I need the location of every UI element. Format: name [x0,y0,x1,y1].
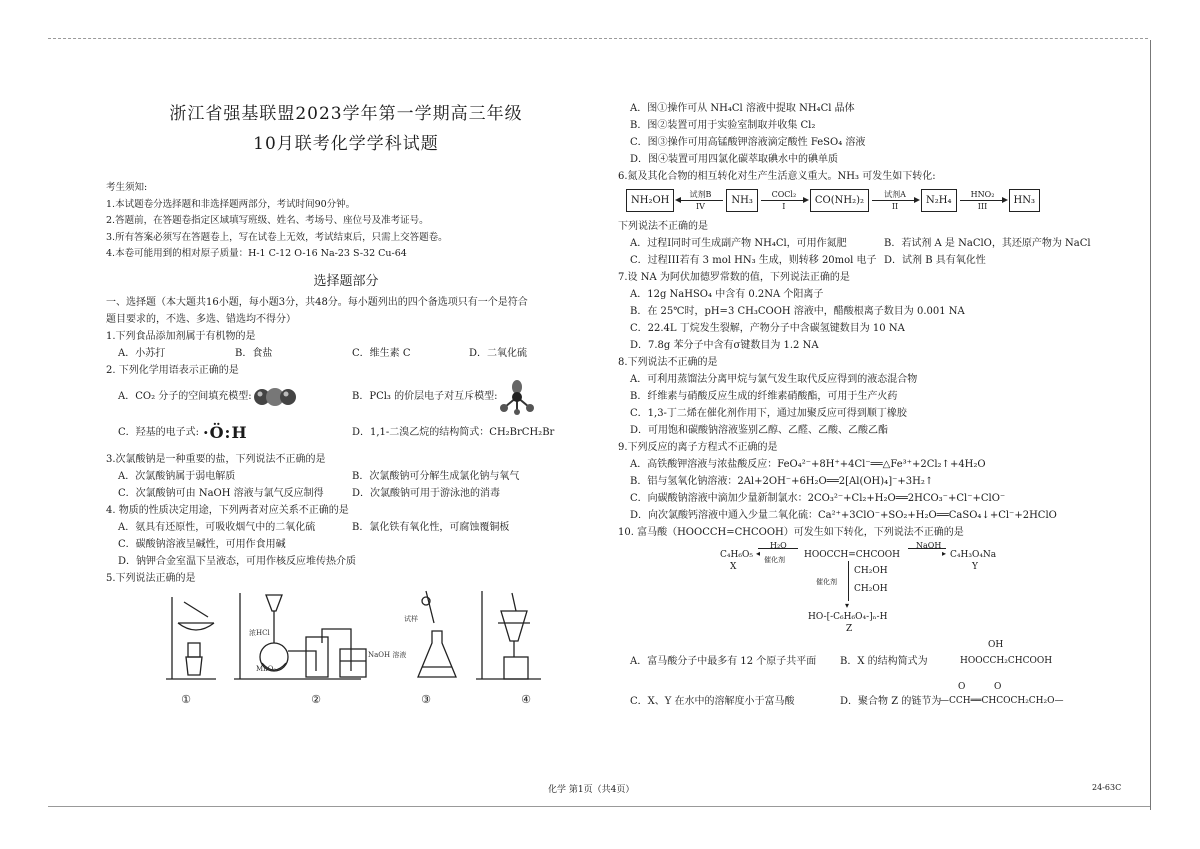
q8-option-b: B．纤维素与硝酸反应生成的纤维素硝酸酯，可用于生产火药 [630,391,898,402]
node-nh3: NH₃ [726,189,757,212]
arrow-step-i [761,190,807,211]
q3-option-c: C．次氯酸钠可由 NaOH 溶液与氯气反应制得 [118,487,324,499]
q1-option-d: D．二氧化硫 [469,347,528,359]
arrow-step-iii [960,190,1006,211]
reagent-a-label: 试剂A [884,190,906,199]
q10-options-ab [618,640,1138,673]
q8-option-c: C．1,3-丁二烯在催化剂作用下，通过加聚反应可得到顺丁橡胶 [630,408,907,419]
q6-option-b: B．若试剂 A 是 NaClO，其还原产物为 NaCl [884,238,1091,249]
q8-option-a: A．可利用蒸馏法分离甲烷与氯气发生取代反应得到的液态混合物 [630,374,918,385]
note-item: 4.本卷可能用到的相对原子质量：H-1 C-12 O-16 Na-23 S-32 Cu-64 [106,248,407,259]
label-sample: 试样 [404,614,418,623]
node-nh2oh: NH₂OH [626,189,674,212]
q6-conversion-chain [626,189,1138,212]
q10-option-d: D．聚合物 Z 的链节为 [840,696,942,707]
q10-b-oh: OH [988,640,1004,650]
q1-option-c: C．维生素 C [352,347,411,359]
q3-options-cd [106,485,586,502]
q7-option-d: D．7.8g 苯分子中含有σ键数目为 1.2 NA [630,340,819,351]
label-conc-hcl: 浓HCl [249,628,270,637]
lab-apparatus-drawing [156,587,556,687]
q2-row-ab [106,379,586,415]
pcl3-vsepr-model-icon [497,379,537,415]
q2-row-cd [106,415,586,451]
reverse-arrow [758,548,798,549]
q2-option-a: A．CO₂ 分子的空间填充模型: [118,391,252,402]
q4-option-d: D．钠钾合金室温下呈液态，可用作核反应堆传热介质 [118,555,357,567]
q6-stem: 6.氮及其化合物的相互转化对生产生活意义重大。NH₃ 可发生如下转化: [618,171,936,182]
note-item: 3.所有答案必须写在答题卷上，写在试卷上无效，考试结束后，只需上交答题卷。 [106,231,448,243]
q5-option-c: C．图③操作可用高锰酸钾溶液滴定酸性 FeSO₄ 溶液 [630,137,866,148]
q8-option-d: D．可用饱和碳酸钠溶液鉴别乙醇、乙醛、乙酸、乙酸乙酯 [630,425,889,436]
q3-options-ab [106,468,586,485]
glycol-top: CH₂OH [854,566,888,576]
q7-stem: 7.设 NA 为阿伏加德罗常数的值，下列说法正确的是 [618,272,850,283]
q7-option-a: A．12g NaHSO₄ 中含有 0.2NA 个阳离子 [630,289,824,300]
cocl2-label: COCl₂ [771,190,797,199]
left-column [106,100,586,706]
q6-option-d: D．试剂 B 具有氧化性 [884,255,986,266]
section-intro: 一、选择题（本大题共16小题，每小题3分，共48分。每小题列出的四个备选项只有一个是符合 [106,296,528,308]
naoh-reagent: NaOH [916,541,942,550]
q10-option-c: C．X、Y 在水中的溶解度小于富马酸 [630,696,795,707]
fumaric-acid-formula: HOOCCH=CHCOOH [804,550,900,560]
figure-number: ③ [421,692,431,706]
q5-option-a: A．图①操作可从 NH₄Cl 溶液中提取 NH₄Cl 晶体 [630,103,855,114]
q3-option-d: D．次氯酸钠可用于游泳池的消毒 [352,487,501,499]
q10-option-a: A．富马酸分子中最多有 12 个原子共平面 [630,656,817,667]
notes-heading: 考生须知: [106,182,148,193]
q5-option-d: D．图④装置可用四氯化碳萃取碘水中的碘单质 [630,154,839,165]
q10-reaction-scheme [658,541,1138,634]
hno2-label: HNO₂ [970,190,995,199]
h2o-reagent: H₂O [770,541,787,550]
q2-stem: 2. 下列化学用语表示正确的是 [106,364,239,376]
right-column [618,100,1138,713]
q4-option-c: C．碳酸钠溶液呈碱性，可用作食用碱 [118,538,286,550]
arrow-step-iv [677,190,723,211]
q1-option-a: A．小苏打 [118,347,166,359]
q10-d-formula: —CCH══CHCOCH₂CH₂O— [940,696,1064,706]
section-title: 选择题部分 [313,273,379,289]
co2-spacefill-model-icon [252,386,298,408]
arrow-head-icon: ▸ [942,549,947,558]
figure-number: ① [181,692,191,706]
node-urea: CO(NH₂)₂ [810,189,869,212]
label-naoh-solution: NaOH 溶液 [368,650,407,659]
arrow-step-ii [872,190,918,211]
q3-option-a: A．次氯酸钠属于弱电解质 [118,470,236,482]
q4-option-a: A．氨具有还原性，可吸收烟气中的二氧化硫 [118,521,316,533]
q2-option-b: B．PCl₃ 的价层电子对互斥模型: [352,391,498,402]
label-mno2: MnO₂ [256,664,277,673]
q7-option-b: B．在 25℃时，pH=3 CH₃COOH 溶液中，醋酸根离子数目为 0.001 NA [630,306,965,317]
q4-option-b: B．氯化铁有氧化性，可腐蚀覆铜板 [352,521,510,533]
step-i-label: I [782,202,786,211]
q10-stem: 10. 富马酸（HOOCCH=CHCOOH）可发生如下转化，下列说法不正确的是 [618,527,964,538]
down-arrow [848,561,849,601]
q6-options-cd [618,252,1138,269]
glycol-bottom: CH₂OH [854,584,888,594]
q1-option-b: B．食盐 [235,347,273,359]
q6-substem: 下列说法不正确的是 [618,221,708,232]
forward-arrow [908,548,946,549]
top-border [48,38,1148,39]
compound-x-label: X [730,562,737,572]
compound-y-formula: C₄H₃O₄Na [950,550,997,560]
q5-option-b: B．图②装置可用于实验室制取并收集 Cl₂ [630,120,816,131]
q9-option-b: B．铝与氢氧化钠溶液：2Al+2OH⁻+6H₂O══2[Al(OH)₄]⁻+3H₂↑ [630,476,934,487]
q8-stem: 8.下列说法不正确的是 [618,357,718,368]
q10-b-formula: HOOCCH₂CHCOOH [960,656,1053,666]
catalyst-label: 催化剂 [764,556,785,564]
hydroxyl-electron-formula: ·Ö:H [203,423,248,442]
polymer-z-formula: HO-[-C₆H₆O₄-]ₙ-H [808,612,888,622]
q10-d-carbonyls: O O [958,682,1002,692]
candidate-notes [106,180,586,263]
node-n2h4: N₂H₄ [921,189,957,212]
note-item: 2.答题前，在答题卷指定区域填写班级、姓名、考场号、座位号及准考证号。 [106,215,429,226]
arrow-head-icon: ▾ [845,601,850,610]
node-hn3: HN₃ [1009,189,1040,212]
polymer-z-label: Z [846,624,853,634]
q6-options-ab [618,235,1138,252]
q5-figure-numbers [156,691,556,708]
q9-option-c: C．向碳酸钠溶液中滴加少量新制氯水：2CO₃²⁻+Cl₂+H₂O══2HCO₃⁻+Cl⁻+ClO⁻ [630,493,1006,504]
figure-number: ② [311,692,321,706]
q9-option-d: D．向次氯酸钙溶液中通入少量二氧化硫：Ca²⁺+3ClO⁻+SO₂+H₂O══CaSO₄↓+Cl⁻+2HClO [630,510,1057,521]
note-item: 1.本试题卷分选择题和非选择题两部分，考试时间90分钟。 [106,198,356,210]
catalyst-label-2: 催化剂 [816,578,837,586]
section-intro-cont: 题目要求的，不选、多选、错选均不得分） [106,313,296,325]
q5-apparatus-figure [156,587,586,706]
step-iii-label: III [977,202,988,211]
step-ii-label: II [891,202,899,211]
compound-x-formula: C₄H₆O₅ [720,550,753,560]
figure-number: ④ [521,692,531,706]
q2-option-c: C．羟基的电子式: [118,427,200,438]
q9-option-a: A．高铁酸钾溶液与浓盐酸反应：FeO₄²⁻+8H⁺+4Cl⁻══△Fe³⁺+2Cl₂↑+4H₂O [630,459,986,470]
q4-options-ab [106,519,586,536]
compound-y-label: Y [972,562,978,572]
q10-options-cd [618,683,1138,713]
exam-code: 24-63C [1092,783,1122,792]
q1-stem: 1.下列食品添加剂属于有机物的是 [106,330,256,342]
q1-options [106,345,586,362]
q6-option-c: C．过程III若有 3 mol HN₃ 生成，则转移 20mol 电子 [630,255,877,266]
step-iv-label: IV [695,202,705,211]
right-border [1150,40,1151,810]
q4-stem: 4. 物质的性质决定用途，下列两者对应关系不正确的是 [106,504,349,516]
q3-stem: 3.次氯酸钠是一种重要的盐，下列说法不正确的是 [106,453,326,465]
exam-title-line2: 10月联考化学学科试题 [253,134,439,154]
reagent-b-label: 试剂B [689,190,712,199]
q5-stem: 5.下列说法正确的是 [106,572,196,584]
q3-option-b: B．次氯酸钠可分解生成氯化钠与氧气 [352,470,520,482]
page-footer: 化学 第1页（共4页） [548,785,635,795]
q6-option-a: A．过程I同时可生成副产物 NH₄Cl，可用作氮肥 [630,238,847,249]
q2-option-d: D．1,1-二溴乙烷的结构简式：CH₂BrCH₂Br [352,427,555,438]
q7-option-c: C．22.4L 丁烷发生裂解，产物分子中含碳氢键数目为 10 NA [630,323,905,334]
q9-stem: 9.下列反应的离子方程式不正确的是 [618,442,778,453]
q10-option-b: B．X 的结构简式为 [840,656,928,667]
bottom-border [48,806,1150,807]
arrow-head-icon: ◂ [756,549,761,558]
exam-title-line1: 浙江省强基联盟2023学年第一学期高三年级 [169,104,523,124]
